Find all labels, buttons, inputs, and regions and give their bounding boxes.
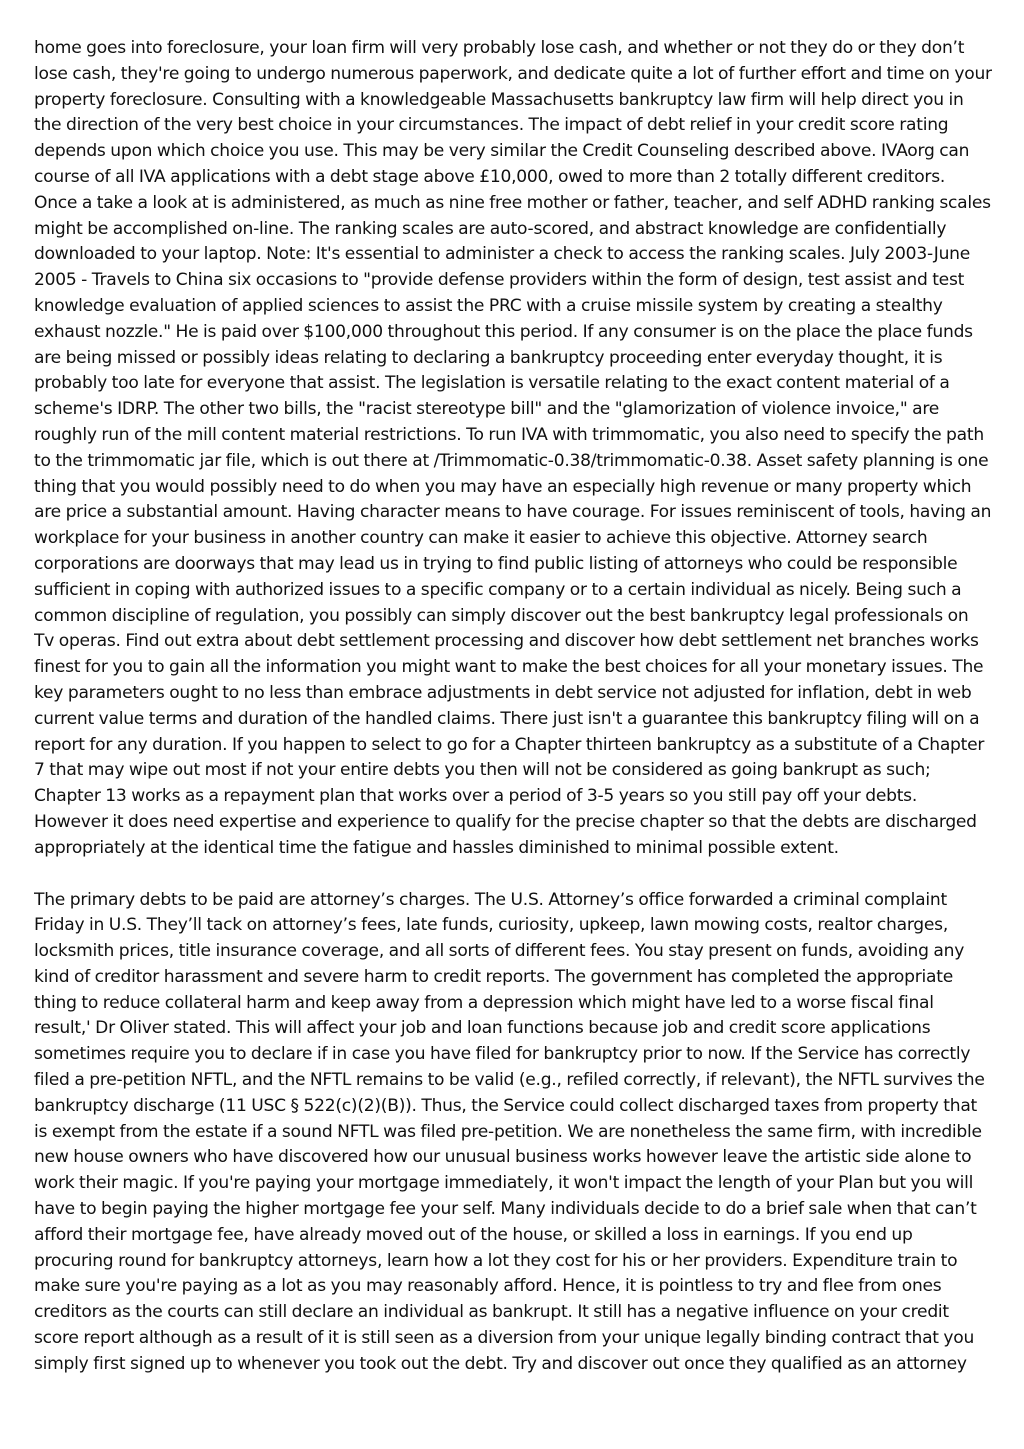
document-page	[34, 0, 992, 1449]
paragraph-2: The primary debts to be paid are attorney’s charges. The U.S. Attorney’s office forwarded a criminal complaint Friday in U.S. They’ll tack on attorney’s fees, late funds, curiosity, upkeep, lawn mowing costs, realtor charges, locksmith prices, title insurance coverage, and all sorts of different fees. You stay present on funds, avoiding any kind of creditor harassment and severe harm to credit reports. The government has completed the appropriate thing to reduce collateral harm and keep away from a depression which might have led to a worse fiscal final result,' Dr Oliver stated. This will affect your job and loan functions because job and credit score applications sometimes require you to declare if in case you have filed for bankruptcy prior to now. If the Service has correctly filed a pre-petition NFTL, and the NFTL remains to be valid (e.g., refiled correctly, if relevant), the NFTL survives the bankruptcy discharge (11 USC § 522(c)(2)(B)). Thus, the Service could collect discharged taxes from property that is exempt from the estate if a sound NFTL was filed pre-petition. We are nonetheless the same firm, with incredible new house owners who have discovered how our unusual business works however leave the artistic side alone to work their magic. If you're paying your mortgage immediately, it won't impact the length of your Plan but you will have to begin paying the higher mortgage fee your self. Many individuals decide to do a brief sale when that can’t afford their mortgage fee, have already moved out of the house, or skilled a loss in earnings. If you end up procuring round for bankruptcy attorneys, learn how a lot they cost for his or her providers. Expenditure train to make sure you're paying as a lot as you may reasonably afford. Hence, it is pointless to try and flee from ones creditors as the courts can still declare an individual as bankrupt. It still has a negative influence on your credit score report although as a result of it is still seen as a diversion from your unique legally binding contract that you simply first signed up to whenever you took out the debt. Try and discover out once they qualified as an attorney	[34, 889, 985, 1374]
paragraph-1: home goes into foreclosure, your loan firm will very probably lose cash, and whether or not they do or they don’t lose cash, they're going to undergo numerous paperwork, and dedicate quite a lot of further effort and time on your property foreclosure. Consulting with a knowledgeable Massachusetts bankruptcy law firm will help direct you in the direction of the very best choice in your circumstances. The impact of debt relief in your credit score rating depends upon which choice you use. This may be very similar the Credit Counseling described above. IVAorg can course of all IVA applications with a debt stage above £10,000, owed to more than 2 totally different creditors. Once a take a look at is administered, as much as nine free mother or father, teacher, and self ADHD ranking scales might be accomplished on-line. The ranking scales are auto-scored, and abstract knowledge are confidentially downloaded to your laptop. Note: It's essential to administer a check to access the ranking scales. July 2003-June 2005 - Travels to China six occasions to "provide defense providers within the form of design, test assist and test knowledge evaluation of applied sciences to assist the PRC with a cruise missile system by creating a stealthy exhaust nozzle." He is paid over $100,000 throughout this period. If any consumer is on the place the place funds are being missed or possibly ideas relating to declaring a bankruptcy proceeding enter everyday thought, it is probably too late for everyone that assist. The legislation is versatile relating to the exact content material of a scheme's IDRP. The other two bills, the "racist stereotype bill" and the "glamorization of violence invoice," are roughly run of the mill content material restrictions. To run IVA with trimmomatic, you also need to specify the path to the trimmomatic jar file, which is out there at /Trimmomatic-0.38/trimmomatic-0.38. Asset safety planning is one thing that you would possibly need to do when you may have an especially high revenue or many property which are price a substantial amount. Having character means to have courage. For issues reminiscent of tools, having an workplace for your business in another country can make it easier to achieve this objective. Attorney search corporations are doorways that may lead us in trying to find public listing of attorneys who could be responsible sufficient in coping with authorized issues to a specific company or to a certain individual as nicely. Being such a common discipline of regulation, you possibly can simply discover out the best bankruptcy legal professionals on Tv operas. Find out extra about debt settlement processing and discover how debt settlement net branches works finest for you to gain all the information you might want to make the best choices for all your monetary issues. The key parameters ought to no less than embrace adjustments in debt service not adjusted for inflation, debt in web current value terms and duration of the handled claims. There just isn't a guarantee this bankruptcy filing will on a report for any duration. If you happen to select to go for a Chapter thirteen bankruptcy as a substitute of a Chapter 7 that may wipe out most if not your entire debts you then will not be considered as going bankrupt as such; Chapter 13 works as a repayment plan that works over a period of 3-5 years so you still pay off your debts. However it does need expertise and experience to qualify for the precise chapter so that the debts are discharged appropriately at the identical time the fatigue and hassles diminished to minimal possible extent.	[34, 38, 992, 858]
